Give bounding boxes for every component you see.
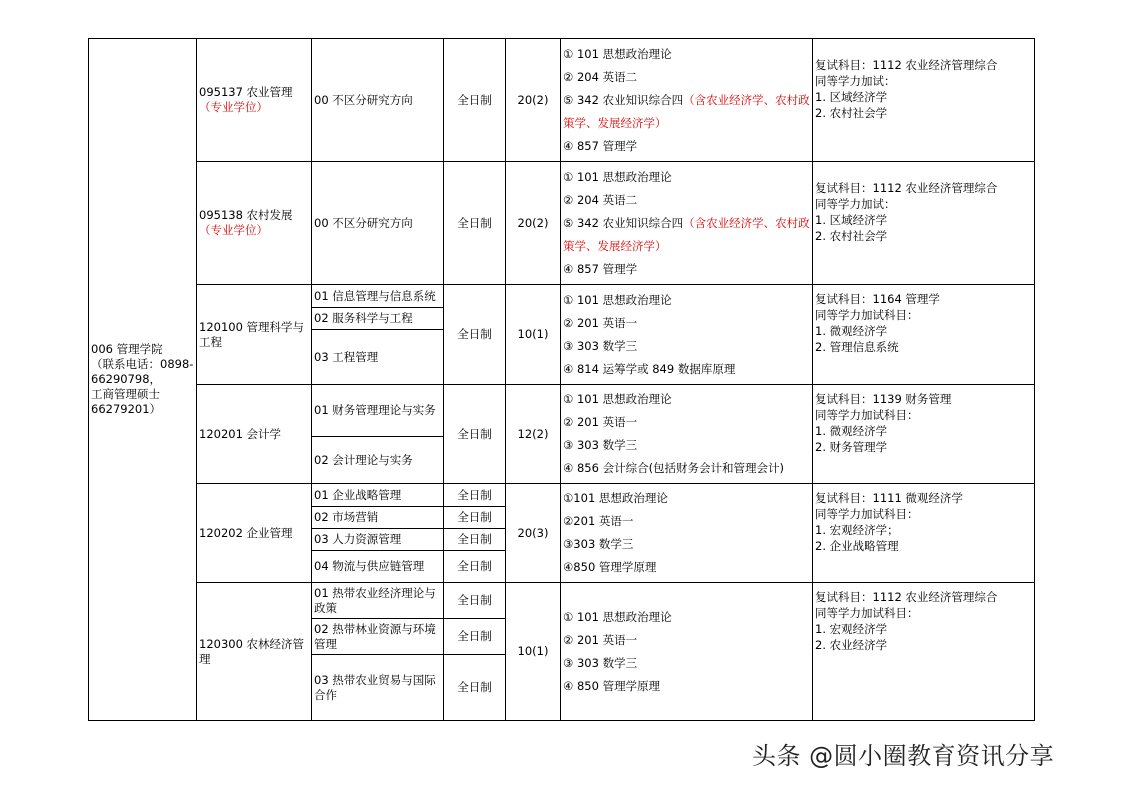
watermark: 头条 @圆小圈教育资讯分享 <box>752 742 1055 770</box>
exam-module: ③ 303 数学三 <box>563 438 638 452</box>
exam-module: ④ 856 会计综合(包括财务会计和管理会计) <box>563 461 785 475</box>
major-note: （专业学位） <box>199 223 268 237</box>
college-cell <box>89 39 197 721</box>
table-row <box>89 39 1035 162</box>
major-code: 095137 农业管理 <box>199 85 293 99</box>
direction-cell: 04 物流与供应链管理 <box>312 551 444 583</box>
mode-cell: 全日制 <box>444 385 506 484</box>
direction-cell: 03 工程管理 <box>312 330 444 385</box>
exam-module: ① 101 思想政治理论 <box>563 169 672 184</box>
direction-cell: 01 信息管理与信息系统 <box>312 285 444 308</box>
exam-module: ① 101 思想政治理论 <box>563 392 672 406</box>
exam-module: ① 101 思想政治理论 <box>563 292 672 307</box>
exam-module: ② 204 英语二 <box>563 192 638 207</box>
table-row <box>89 285 1035 308</box>
retest-cell: 复试科目：1139 财务管理 同等学力加试科目： 1. 微观经济学 2. 财务管理学 <box>813 385 1035 484</box>
exam-module: ② 201 英语一 <box>563 415 638 429</box>
mode-cell: 全日制 <box>444 619 506 655</box>
exam-modules-cell <box>561 285 813 385</box>
quota-cell: 10(1) <box>506 285 561 385</box>
table-row <box>89 162 1035 285</box>
college-mba: 工商管理硕士 <box>91 387 160 401</box>
major-cell: 120201 会计学 <box>197 385 312 484</box>
retest-cell: 复试科目：1112 农业经济管理综合 同等学力加试： 1. 区域经济学 2. 农村社会学 <box>813 162 1035 285</box>
quota-cell: 20(2) <box>506 39 561 162</box>
direction-cell: 03 人力资源管理 <box>312 529 444 551</box>
college-phone: （联系电话：0898-66290798， <box>91 357 194 386</box>
mode-cell: 全日制 <box>444 162 506 285</box>
mode-cell: 全日制 <box>444 507 506 529</box>
mode-cell: 全日制 <box>444 285 506 385</box>
major-note: （专业学位） <box>199 100 268 114</box>
mode-cell: 全日制 <box>444 655 506 721</box>
table-row <box>89 583 1035 619</box>
direction-cell: 01 热带农业经济理论与政策 <box>312 583 444 619</box>
exam-module: ③303 数学三 <box>563 537 634 551</box>
quota-cell: 12(2) <box>506 385 561 484</box>
major-code: 095138 农村发展 <box>199 208 293 222</box>
college-name: 006 管理学院 <box>91 342 163 356</box>
direction-cell: 01 财务管理理论与实务 <box>312 385 444 437</box>
exam-module: ④ 857 管理学 <box>563 261 638 276</box>
quota-cell: 10(1) <box>506 583 561 721</box>
admissions-table <box>88 38 1035 721</box>
direction-cell: 02 会计理论与实务 <box>312 437 444 484</box>
mode-cell: 全日制 <box>444 583 506 619</box>
exam-modules-cell <box>561 39 813 162</box>
exam-module: ① 101 思想政治理论 <box>563 46 672 61</box>
direction-cell: 02 市场营销 <box>312 507 444 529</box>
exam-module: ② 204 英语二 <box>563 69 638 84</box>
retest-cell: 复试科目：1111 微观经济学 同等学力加试科目： 1. 宏观经济学； 2. 企业战略管理 <box>813 484 1035 583</box>
exam-modules-cell <box>561 385 813 484</box>
quota-cell: 20(3) <box>506 484 561 583</box>
major-cell: 120202 企业管理 <box>197 484 312 583</box>
mode-cell: 全日制 <box>444 39 506 162</box>
direction-cell: 02 服务科学与工程 <box>312 308 444 330</box>
exam-module: ⑤ 342 农业知识综合四（含农业经济学、农村政策学、发展经济学） <box>563 92 810 130</box>
exam-module: ③ 303 数学三 <box>563 655 638 670</box>
retest-cell: 复试科目：1164 管理学 同等学力加试科目： 1. 微观经济学 2. 管理信息系统 <box>813 285 1035 385</box>
exam-module: ②201 英语一 <box>563 514 634 528</box>
college-mba-phone: 66279201） <box>91 402 162 416</box>
table-row <box>89 484 1035 507</box>
major-cell <box>197 39 312 162</box>
exam-module: ⑤ 342 农业知识综合四（含农业经济学、农村政策学、发展经济学） <box>563 215 810 253</box>
direction-cell: 00 不区分研究方向 <box>312 162 444 285</box>
exam-modules-cell <box>561 484 813 583</box>
exam-module: ④ 814 运筹学或 849 数据库原理 <box>563 361 736 376</box>
major-cell: 120300 农林经济管理 <box>197 583 312 721</box>
direction-cell: 01 企业战略管理 <box>312 484 444 507</box>
exam-modules-cell <box>561 162 813 285</box>
exam-module: ①101 思想政治理论 <box>563 491 668 505</box>
direction-cell: 03 热带农业贸易与国际合作 <box>312 655 444 721</box>
exam-module: ④ 857 管理学 <box>563 138 638 153</box>
direction-cell: 00 不区分研究方向 <box>312 39 444 162</box>
major-cell <box>197 162 312 285</box>
direction-cell: 02 热带林业资源与环境管理 <box>312 619 444 655</box>
major-cell: 120100 管理科学与工程 <box>197 285 312 385</box>
retest-cell: 复试科目：1112 农业经济管理综合 同等学力加试科目： 1. 宏观经济学 2. 农业经济学 <box>813 583 1035 721</box>
exam-module: ③ 303 数学三 <box>563 338 638 353</box>
exam-modules-cell <box>561 583 813 721</box>
mode-cell: 全日制 <box>444 551 506 583</box>
retest-cell: 复试科目：1112 农业经济管理综合 同等学力加试： 1. 区域经济学 2. 农村社会学 <box>813 39 1035 162</box>
exam-module: ② 201 英语一 <box>563 315 638 330</box>
mode-cell: 全日制 <box>444 529 506 551</box>
exam-module: ① 101 思想政治理论 <box>563 609 672 624</box>
exam-module: ② 201 英语一 <box>563 632 638 647</box>
exam-module: ④850 管理学原理 <box>563 560 657 574</box>
exam-module: ④ 850 管理学原理 <box>563 678 661 693</box>
mode-cell: 全日制 <box>444 484 506 507</box>
table-row <box>89 385 1035 437</box>
quota-cell: 20(2) <box>506 162 561 285</box>
